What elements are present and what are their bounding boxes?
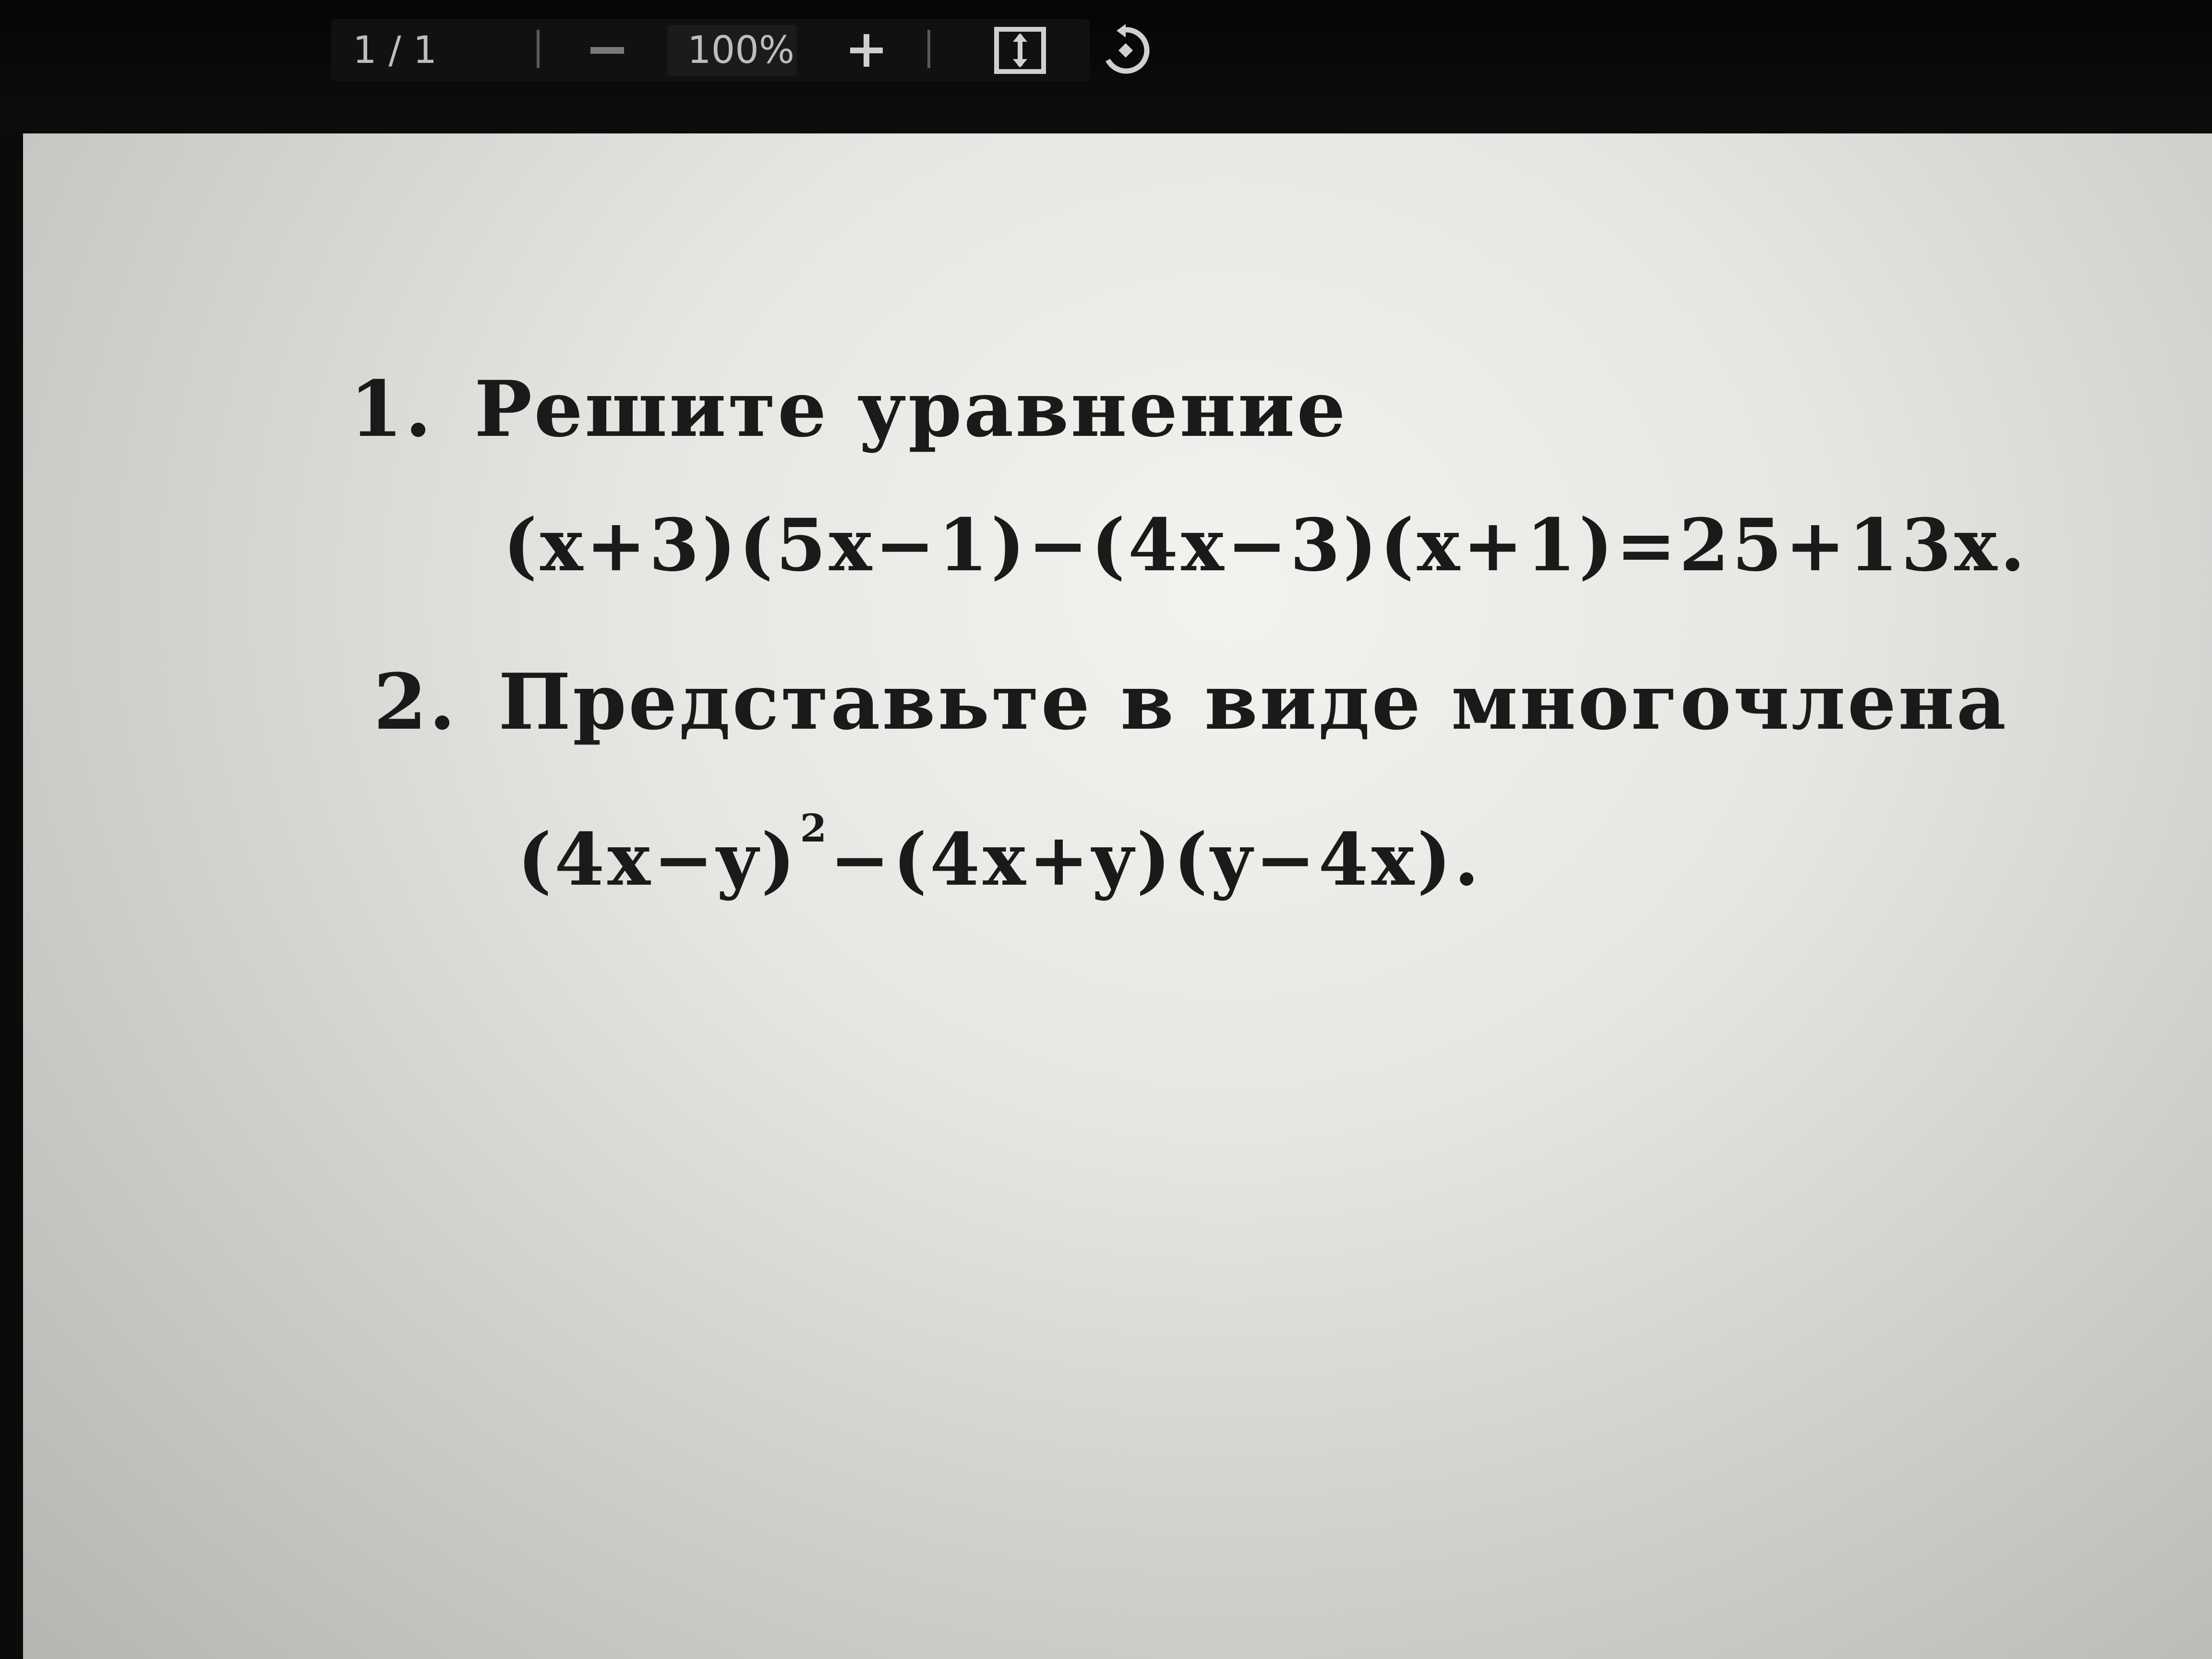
plus-icon (847, 31, 886, 70)
task-1-heading (349, 364, 1347, 454)
task-2-number: 2. (373, 657, 458, 747)
zoom-out-button[interactable] (583, 19, 631, 82)
task-2-formula (517, 805, 1482, 902)
task-2-heading (373, 657, 2008, 747)
pdf-toolbar (0, 0, 2212, 130)
page-indicator: 1 / 1 (353, 29, 437, 72)
task-2-formula-part1: (4x−y) (517, 817, 798, 902)
minus-icon (590, 47, 624, 54)
task-1-title: Решите уравнение (474, 364, 1347, 454)
task-2-formula-exponent: 2 (800, 805, 830, 851)
fit-page-icon (994, 26, 1046, 74)
zoom-in-button[interactable] (840, 19, 893, 82)
zoom-level-value: 100% (687, 29, 794, 72)
toolbar-divider (537, 30, 540, 68)
task-1-formula: (x+3)(5x−1)−(4x−3)(x+1)=25+13x. (503, 503, 2028, 588)
task-2-title: Представьте в виде многочлена (498, 657, 2008, 747)
toolbar-divider (927, 30, 930, 68)
rotate-icon (1099, 24, 1152, 77)
rotate-button[interactable] (1094, 19, 1157, 82)
task-2-formula-part2: −(4x+y)(y−4x). (830, 817, 1482, 902)
task-1-number: 1. (349, 364, 434, 454)
document-page (23, 133, 2212, 1659)
fit-page-button[interactable] (986, 19, 1054, 82)
